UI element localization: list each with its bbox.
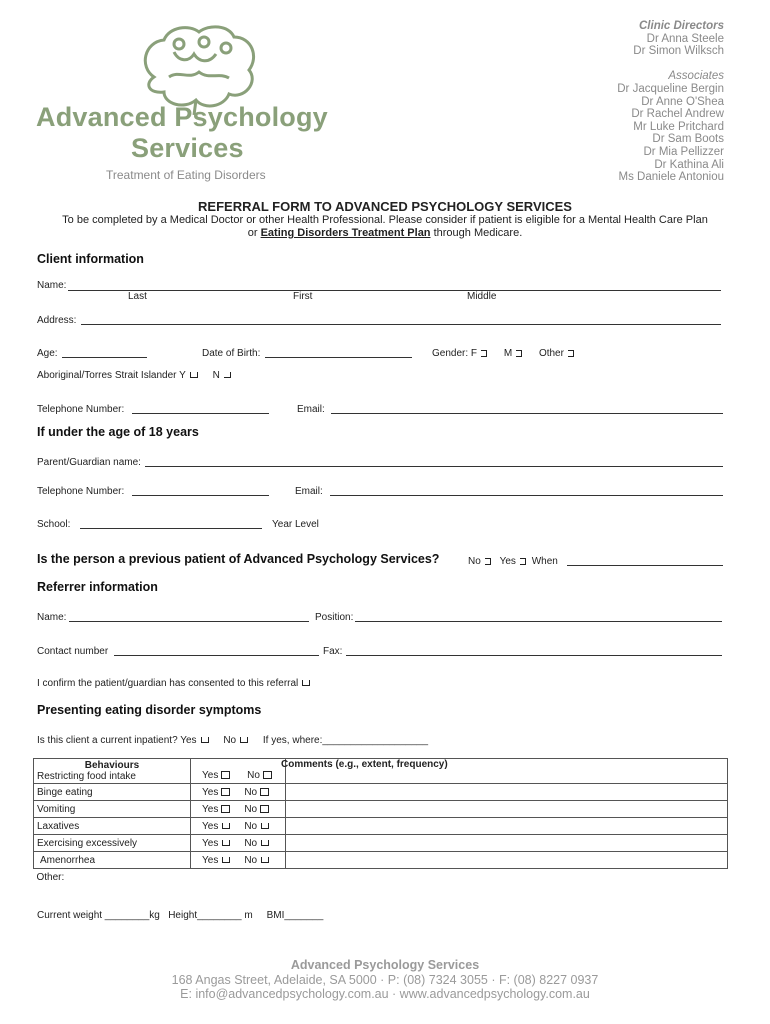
no-label: No — [244, 803, 258, 815]
table-row — [34, 852, 728, 869]
yes-checkbox[interactable] — [221, 788, 230, 796]
yes-no-cell — [191, 759, 286, 784]
table-header-row — [34, 759, 728, 784]
footer-contact — [0, 987, 770, 1002]
address-field[interactable] — [81, 324, 721, 325]
school-label: School: — [37, 519, 71, 530]
no-label: No — [244, 837, 258, 849]
inpatient-row — [37, 735, 428, 746]
associate-name: Mr Luke Pritchard — [633, 120, 724, 133]
comments-cell[interactable] — [281, 759, 728, 784]
yes-no-cell — [191, 801, 286, 818]
name-first-label: First — [293, 291, 313, 302]
yes-label: Yes — [202, 770, 219, 781]
gender-other-label: Other — [538, 348, 564, 359]
behaviours-header-text: Behaviours — [84, 760, 140, 771]
associate-name: Dr Jacqueline Bergin — [617, 82, 724, 95]
gender-m-label: M — [503, 348, 513, 359]
yes-no-cell — [191, 835, 286, 852]
referrer-name-label: Name: — [37, 612, 67, 623]
behaviours-col-header — [34, 759, 191, 784]
fax-field[interactable] — [346, 655, 722, 656]
comments-cell[interactable] — [286, 801, 728, 818]
name-last-label: Last — [128, 291, 147, 302]
table-row — [34, 818, 728, 835]
guardian-phone-field[interactable] — [132, 495, 269, 496]
behaviour-label: Amenorrhea — [34, 852, 191, 869]
under18-heading: If under the age of 18 years — [37, 425, 199, 439]
intro-post: through Medicare. — [430, 227, 523, 239]
eating-disorders-plan-link[interactable]: Eating Disorders Treatment Plan — [260, 227, 431, 239]
contact-number-label: Contact number — [37, 646, 109, 657]
form-title: REFERRAL FORM TO ADVANCED PSYCHOLOGY SERVICES — [198, 199, 572, 214]
associate-name: Dr Kathina Ali — [654, 158, 724, 171]
yes-label: Yes — [202, 786, 219, 798]
associate-name: Dr Sam Boots — [652, 133, 724, 146]
guardian-email-label: Email: — [295, 486, 323, 497]
logo-line1: Advanced Psychology — [36, 102, 328, 132]
client-email-label: Email: — [297, 404, 325, 415]
name-middle-label: Middle — [467, 291, 497, 302]
associate-name: Dr Mia Pellizzer — [643, 145, 724, 158]
yes-checkbox[interactable] — [222, 823, 230, 829]
inpatient-question: Is this client a current inpatient? Yes — [37, 735, 197, 746]
previous-no-checkbox[interactable] — [485, 558, 491, 565]
no-checkbox[interactable] — [261, 840, 269, 846]
previous-yes-checkbox[interactable] — [520, 558, 526, 565]
dob-field[interactable] — [265, 357, 412, 358]
client-info-heading: Client information — [37, 252, 144, 266]
guardian-email-field[interactable] — [330, 495, 723, 496]
no-checkbox[interactable] — [260, 805, 269, 813]
client-email-field[interactable] — [331, 413, 723, 414]
table-row-other — [34, 869, 728, 886]
yes-label: Yes — [202, 854, 219, 866]
atsi-label: Aboriginal/Torres Strait Islander Y — [37, 370, 186, 381]
no-label: No — [244, 820, 258, 832]
table-row — [34, 801, 728, 818]
yes-checkbox[interactable] — [221, 771, 230, 779]
behaviour-label: Binge eating — [34, 784, 191, 801]
yes-no-cell — [191, 818, 286, 835]
referrer-name-field[interactable] — [69, 621, 309, 622]
age-label: Age: — [37, 348, 58, 359]
associates-heading: Associates — [668, 70, 724, 83]
comments-cell[interactable] — [286, 852, 728, 869]
guardian-field[interactable] — [145, 466, 723, 467]
logo — [34, 18, 334, 188]
consent-label: I confirm the patient/guardian has consented to this referral — [37, 678, 299, 689]
client-name-field[interactable] — [68, 290, 721, 291]
footer — [0, 958, 770, 1002]
table-row — [34, 835, 728, 852]
footer-org: Advanced Psychology Services — [290, 958, 480, 972]
school-field[interactable] — [80, 528, 262, 529]
inpatient-no-label: No — [223, 735, 237, 746]
yes-label: Yes — [202, 803, 219, 815]
previous-yes-label: Yes — [499, 556, 516, 567]
yes-label: Yes — [202, 820, 219, 832]
yes-checkbox[interactable] — [222, 840, 230, 846]
no-checkbox[interactable] — [260, 788, 269, 796]
behaviour-label: Exercising excessively — [34, 835, 191, 852]
previous-patient-options — [468, 556, 558, 567]
referrer-position-label: Position: — [315, 612, 354, 623]
atsi-group — [37, 370, 231, 381]
clinic-directors — [617, 20, 724, 184]
no-label: No — [244, 854, 258, 866]
no-label: No — [244, 786, 258, 798]
associate-name: Ms Daniele Antoniou — [618, 171, 724, 184]
form-intro-line2 — [0, 227, 770, 239]
director-name: Dr Simon Wilksch — [633, 45, 724, 58]
measurements-row: Current weight ________kg Height________ m BMI_______ — [37, 910, 324, 921]
behaviour-label: Laxatives — [34, 818, 191, 835]
no-checkbox[interactable] — [261, 823, 269, 829]
footer-web: · www.advancedpsychology.com.au — [388, 987, 590, 1001]
yes-label: Yes — [202, 837, 219, 849]
table-row — [34, 784, 728, 801]
gender-f-checkbox[interactable] — [481, 350, 487, 357]
consent-checkbox[interactable] — [302, 680, 310, 686]
gender-m-checkbox[interactable] — [516, 350, 522, 357]
other-cell[interactable] — [34, 869, 728, 886]
yes-checkbox[interactable] — [222, 857, 230, 863]
comments-cell[interactable] — [286, 818, 728, 835]
comments-cell[interactable] — [286, 784, 728, 801]
referrer-heading: Referrer information — [37, 580, 158, 594]
inpatient-yes-checkbox[interactable] — [201, 737, 209, 743]
guardian-label: Parent/Guardian name: — [37, 457, 141, 468]
age-field[interactable] — [62, 357, 147, 358]
yes-checkbox[interactable] — [221, 805, 230, 813]
previous-no-label: No — [468, 556, 481, 567]
behaviour-label: Restricting food intake — [37, 771, 136, 782]
director-name: Dr Anna Steele — [646, 32, 724, 45]
symptoms-heading: Presenting eating disorder symptoms — [37, 703, 262, 717]
behaviours-table — [33, 758, 728, 885]
gender-group — [432, 348, 574, 359]
inpatient-no-checkbox[interactable] — [240, 737, 248, 743]
fax-label: Fax: — [323, 646, 343, 657]
atsi-yes-checkbox[interactable] — [190, 372, 198, 378]
gender-f-label: Gender: F — [432, 348, 478, 359]
associate-name: Dr Anne O'Shea — [641, 95, 724, 108]
gender-other-checkbox[interactable] — [568, 350, 574, 357]
previous-when-label: When — [531, 556, 558, 567]
associate-name: Dr Rachel Andrew — [631, 108, 724, 121]
dob-label: Date of Birth: — [202, 348, 261, 359]
client-name-label: Name: — [37, 280, 67, 291]
client-phone-field[interactable] — [132, 413, 269, 414]
guardian-phone-label: Telephone Number: — [37, 486, 125, 497]
intro-pre: or — [247, 227, 261, 239]
year-level-label: Year Level — [272, 519, 319, 530]
previous-patient-question: Is the person a previous patient of Advanced Psychology Services? — [37, 552, 440, 566]
yes-no-cell — [191, 784, 286, 801]
form-intro-line1: To be completed by a Medical Doctor or other Health Professional. Please consider if patient is eligible for a Mental Health Care Plan — [62, 214, 708, 226]
other-label: Other: — [36, 871, 65, 883]
logo-tagline: Treatment of Eating Disorders — [106, 168, 266, 182]
atsi-no-checkbox[interactable] — [224, 372, 231, 378]
previous-when-field[interactable] — [567, 565, 723, 566]
yes-no-cell — [191, 852, 286, 869]
comments-cell[interactable] — [286, 835, 728, 852]
inpatient-where: If yes, where:___________________ — [262, 735, 429, 746]
no-checkbox[interactable] — [263, 771, 272, 779]
no-label: No — [247, 770, 260, 781]
consent-row — [37, 678, 310, 689]
footer-email-link[interactable]: info@advancedpsychology.com.au — [195, 987, 389, 1001]
client-phone-label: Telephone Number: — [37, 404, 125, 415]
no-checkbox[interactable] — [261, 857, 269, 863]
logo-line2: Services — [131, 133, 244, 163]
directors-heading: Clinic Directors — [639, 20, 724, 32]
behaviour-label: Vomiting — [34, 801, 191, 818]
referrer-position-field[interactable] — [355, 621, 722, 622]
contact-number-field[interactable] — [114, 655, 319, 656]
footer-address: 168 Angas Street, Adelaide, SA 5000 · P: (08) 7324 3055 · F: (08) 8227 0937 — [171, 972, 599, 987]
comments-col-header: Comments (e.g., extent, frequency) — [281, 759, 448, 770]
address-label: Address: — [37, 315, 77, 326]
footer-email-prefix: E: — [180, 987, 196, 1001]
atsi-n-label: N — [212, 370, 220, 381]
